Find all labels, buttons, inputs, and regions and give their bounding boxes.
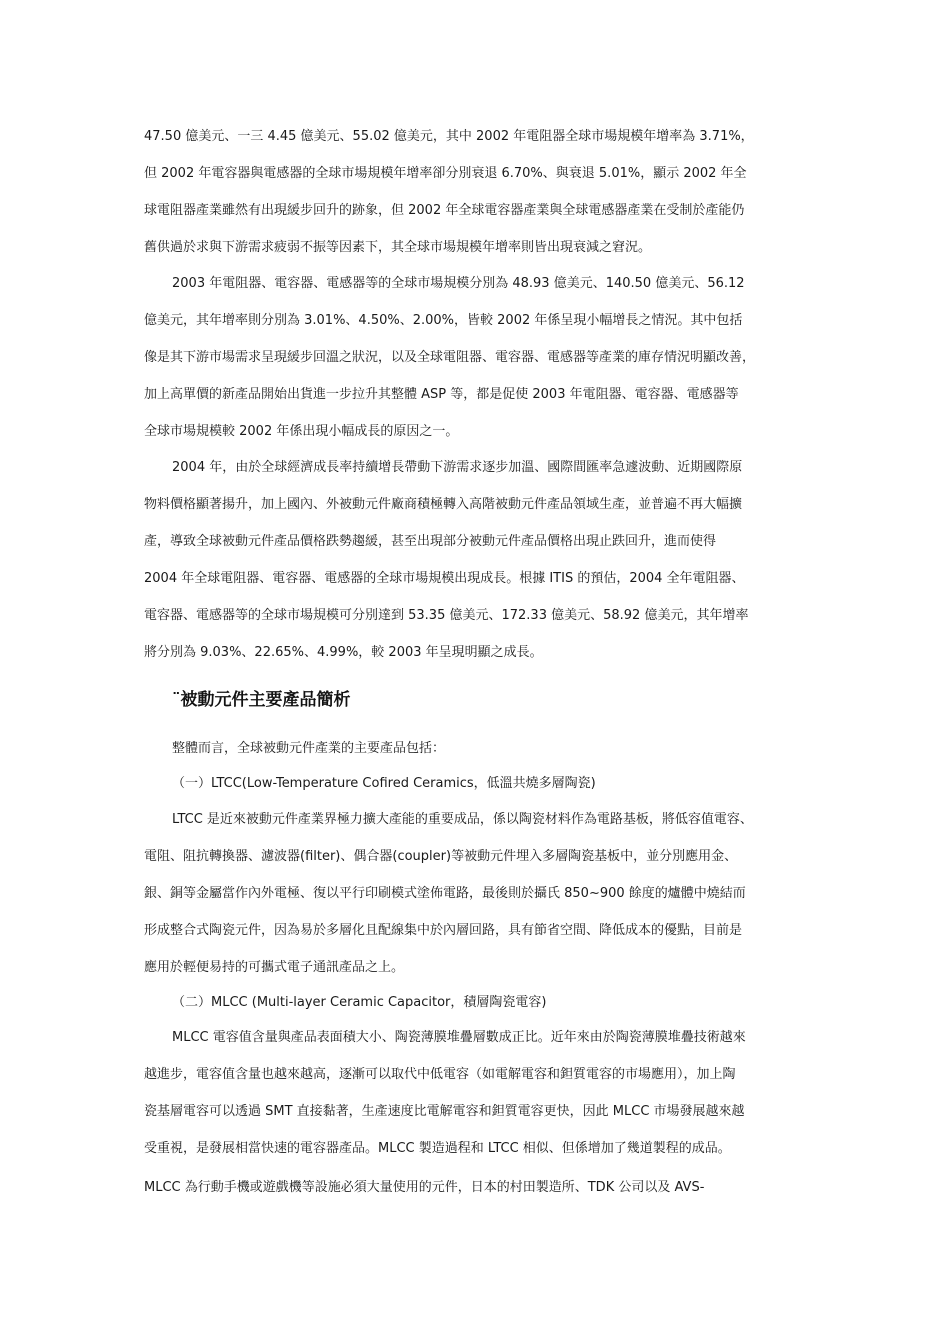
paragraph-mlcc-line: 瓷基層電容可以透過 SMT 直接黏著，生產速度比電解電容和鉭質電容更快，因此 MLCC 市場發展越來越 — [144, 1104, 745, 1119]
paragraph-ltcc-line: LTCC 是近來被動元件產業界極力擴大產能的重要成品，係以陶瓷材料作為電路基板，將低容值電容、 — [172, 812, 753, 827]
paragraph-3-line: 產，導致全球被動元件產品價格跌勢趨緩，甚至出現部分被動元件產品價格出現止跌回升，進而使得 — [144, 534, 717, 549]
paragraph-3-line: 2004 年全球電阻器、電容器、電感器的全球市場規模出現成長。根據 ITIS 的預估，2004 全年電阻器、 — [144, 571, 745, 586]
paragraph-2-line: 像是其下游市場需求呈現緩步回溫之狀況，以及全球電阻器、電容器、電感器等產業的庫存情況明顯改善， — [144, 350, 756, 365]
paragraph-3-line: 將分別為 9.03%、22.65%、4.99%，較 2003 年呈現明顯之成長。 — [144, 645, 543, 660]
intro-line: 整體而言，全球被動元件產業的主要產品包括： — [172, 741, 446, 756]
paragraph-ltcc-line: 形成整合式陶瓷元件，因為易於多層化且配線集中於內層回路，具有節省空間、降低成本的優點，目前是 — [144, 923, 743, 938]
paragraph-ltcc-line: 銀、銅等金屬當作內外電極、復以平行印刷模式塗佈電路，最後則於攝氏 850~900 餘度的爐體中燒結而 — [144, 886, 746, 901]
paragraph-1-line: 球電阻器產業雖然有出現緩步回升的跡象，但 2002 年全球電容器產業與全球電感器產業在受制於產能仍 — [144, 203, 745, 218]
section-heading: ¨被動元件主要產品簡析 — [172, 690, 351, 710]
paragraph-mlcc-line: MLCC 為行動手機或遊戲機等設施必須大量使用的元件，日本的村田製造所、TDK 公司以及 AVS- — [144, 1180, 705, 1195]
paragraph-3-line: 2004 年，由於全球經濟成長率持續增長帶動下游需求逐步加溫、國際間匯率急遽波動、近期國際原 — [172, 460, 743, 475]
paragraph-3-line: 物料價格顯著揚升，加上國內、外被動元件廠商積極轉入高階被動元件產品領域生產，並普遍不再大幅擴 — [144, 497, 743, 512]
paragraph-1-line: 舊供過於求與下游需求疲弱不振等因素下，其全球市場規模年增率則皆出現衰減之窘況。 — [144, 240, 652, 255]
paragraph-ltcc-line: 應用於輕便易持的可攜式電子通訊產品之上。 — [144, 960, 405, 975]
paragraph-3-line: 電容器、電感器等的全球市場規模可分別達到 53.35 億美元、172.33 億美元、58.92 億美元，其年增率 — [144, 608, 749, 623]
paragraph-2-line: 全球市場規模較 2002 年係出現小幅成長的原因之一。 — [144, 424, 459, 439]
mlcc-subtitle: （二）MLCC (Multi-layer Ceramic Capacitor，積層陶瓷電容) — [172, 995, 547, 1010]
paragraph-mlcc-line: 受重視，是發展相當快速的電容器產品。MLCC 製造過程和 LTCC 相似、但係增加了幾道製程的成品。 — [144, 1141, 731, 1156]
paragraph-mlcc-line: 越進步，電容值含量也越來越高，逐漸可以取代中低電容（如電解電容和鉭質電容的市場應用），加上陶 — [144, 1067, 736, 1082]
paragraph-2-line: 2003 年電阻器、電容器、電感器等的全球市場規模分別為 48.93 億美元、140.50 億美元、56.12 — [172, 276, 745, 291]
paragraph-1-line: 但 2002 年電容器與電感器的全球市場規模年增率卻分別衰退 6.70%、與衰退 5.01%，顯示 2002 年全 — [144, 166, 747, 181]
ltcc-subtitle: （一）LTCC(Low-Temperature Cofired Ceramics，低溫共燒多層陶瓷) — [172, 776, 596, 791]
paragraph-2-line: 加上高單價的新產品開始出貨進一步拉升其整體 ASP 等，都是促使 2003 年電阻器、電容器、電感器等 — [144, 387, 739, 402]
paragraph-mlcc-line: MLCC 電容值含量與產品表面積大小、陶瓷薄膜堆疊層數成正比。近年來由於陶瓷薄膜堆疊技術越來 — [172, 1030, 746, 1045]
paragraph-ltcc-line: 電阻、阻抗轉換器、濾波器(filter)、偶合器(coupler)等被動元件埋入多層陶瓷基板中，並分別應用金、 — [144, 849, 738, 864]
paragraph-1-line: 47.50 億美元、一三 4.45 億美元、55.02 億美元，其中 2002 年電阻器全球市場規模年增率為 3.71%， — [144, 129, 754, 144]
paragraph-2-line: 億美元，其年增率則分別為 3.01%、4.50%、2.00%，皆較 2002 年係呈現小幅增長之情況。其中包括 — [144, 313, 743, 328]
